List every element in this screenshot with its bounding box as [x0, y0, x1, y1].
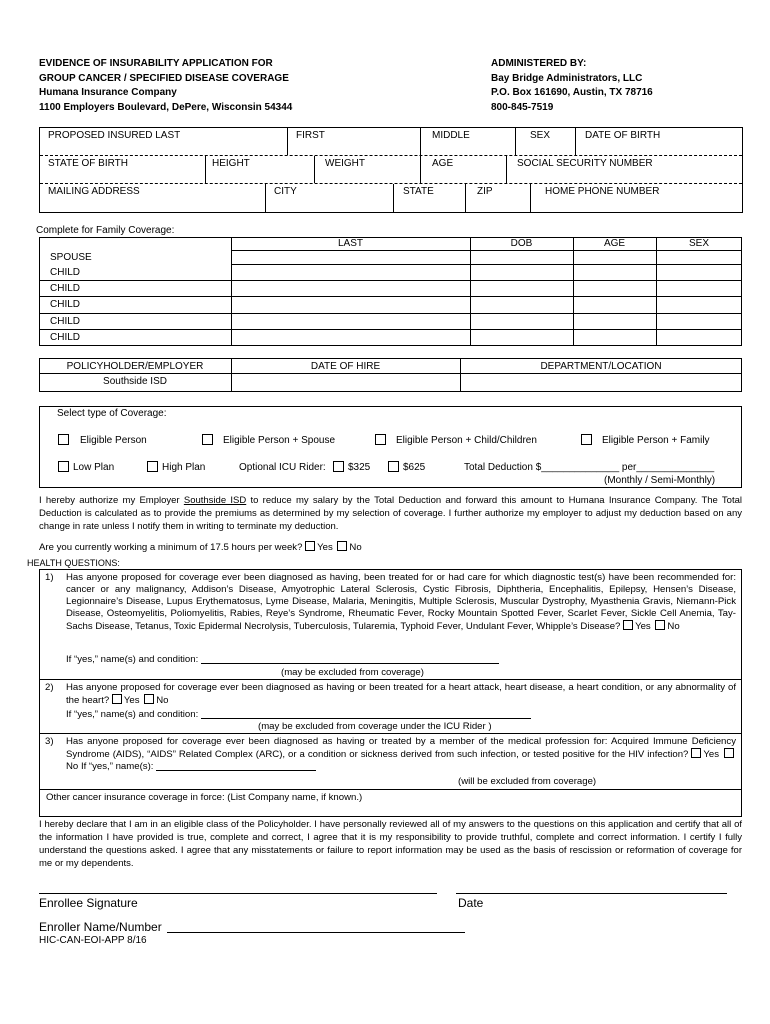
- enroller-name-line[interactable]: [167, 932, 465, 933]
- question-3: [66, 736, 736, 773]
- state-of-birth-field[interactable]: STATE OF BIRTH: [48, 158, 129, 169]
- row-label-child: CHILD: [50, 299, 81, 310]
- icu-325-label: $325: [348, 462, 371, 473]
- deduction-frequency-note: (Monthly / Semi-Monthly): [604, 475, 716, 486]
- policyholder-value: Southside ISD: [103, 376, 167, 387]
- divider: [420, 128, 421, 155]
- height-field[interactable]: HEIGHT: [212, 158, 250, 169]
- divider: [40, 733, 741, 734]
- authorization-employer: Southside ISD: [183, 495, 247, 506]
- eligible-person-spouse-checkbox[interactable]: [202, 434, 213, 445]
- question-3-text: Has anyone proposed for coverage ever been diagnosed as having or treated by a member of the medical profession for: Acquired Immune Deficiency Syndrome (AIDS), “AIDS” Related Complex (ARC), or a condition or sickness derived from such infection, or tested positive for the HIV infection?: [66, 736, 736, 760]
- date-line[interactable]: [456, 893, 727, 894]
- question-2-number: 2): [45, 682, 54, 693]
- divider: [575, 128, 576, 155]
- state-field[interactable]: STATE: [403, 186, 434, 197]
- policyholder-header: POLICYHOLDER/EMPLOYER: [66, 361, 204, 372]
- question-1-text: Has anyone proposed for coverage ever been diagnosed as having, been treated for or had care for which diagnostic test(s) have been recommended for: cancer or any malignancy, Addison’s Disease, Amyotrophic Lateral Sclerosis, Cystic Fibrosis, Diphtheria, Encephalitis, Epilepsy, Hensen’s Disease, Legionnaire’s Disease, Lupus Erythematosus, Lyme Disease, Malaria, Meningitis, Multiple Sclerosis, Muscular Dystrophy, Myasthenia Gravis, Niemann-Pick Disease, Osteomyelitis, Poliomyelitis, Rabies, Reye’s Syndrome, Rheumatic Fever, Rocky Mountain Spotted Fever, Scarlet Fever, Sickle Cell Anemia, Tay-Sachs Disease, Tetanus, Toxic Epidermal Necrolysis, Tuberculosis, Tularemia, Typhoid Fever, Undulant Fever, Whipple’s Disease?: [66, 572, 736, 632]
- q1-no-checkbox[interactable]: [655, 620, 665, 630]
- hours-no-checkbox[interactable]: [337, 541, 347, 551]
- row-label-child: CHILD: [50, 267, 81, 278]
- divider: [287, 128, 288, 155]
- total-deduction-field[interactable]: Total Deduction $______________ per______________: [464, 462, 715, 473]
- hours-yes-checkbox[interactable]: [305, 541, 315, 551]
- row-label-child: CHILD: [50, 283, 81, 294]
- no-label: No: [667, 621, 680, 632]
- divider: [314, 156, 315, 183]
- q2-note: (may be excluded from coverage under the ICU Rider ): [258, 721, 492, 732]
- administered-by-label: ADMINISTERED BY:: [491, 58, 587, 69]
- enroller-name-label: Enroller Name/Number: [39, 920, 162, 934]
- question-1: [66, 572, 736, 633]
- question-3-number: 3): [45, 736, 54, 747]
- yes-label: Yes: [703, 749, 720, 760]
- divider: [40, 329, 741, 330]
- question-2-text: Has anyone proposed for coverage ever been diagnosed as having or been treated for a heart attack, heart disease, a heart condition, or any abnormality of the heart?: [66, 682, 736, 706]
- authorization-text: I hereby authorize my Employer: [39, 495, 184, 506]
- company-name: Humana Insurance Company: [39, 87, 177, 98]
- q1-if-yes-label: If “yes,” name(s) and condition:: [66, 654, 199, 665]
- divider: [205, 156, 206, 183]
- divider: [40, 183, 742, 184]
- divider: [393, 184, 394, 212]
- high-plan-label: High Plan: [162, 462, 206, 473]
- city-field[interactable]: CITY: [274, 186, 297, 197]
- form-title-block: [39, 57, 292, 115]
- eligible-person-family-label: Eligible Person + Family: [602, 435, 710, 446]
- icu-625-checkbox[interactable]: [388, 461, 399, 472]
- age-field[interactable]: AGE: [432, 158, 454, 169]
- high-plan-checkbox[interactable]: [147, 461, 158, 472]
- q2-name-condition-input[interactable]: [201, 709, 531, 719]
- administrator-address: P.O. Box 161690, Austin, TX 78716: [491, 87, 653, 98]
- column-header-age: AGE: [603, 238, 626, 249]
- column-header-dob: DOB: [510, 238, 533, 249]
- divider: [515, 128, 516, 155]
- last-name-field[interactable]: PROPOSED INSURED LAST: [48, 130, 181, 141]
- authorization-text: to reduce my salary by the Total Deduction and forward this amount to Humana Insurance Company. The Total Deduction is calculated as to provide the premiums as determined by my selection of coverage. I further authorize my employer to adjust my deduction based on any change in rate unless I notify them in writing to terminate my deduction.: [39, 495, 742, 532]
- hours-question: [39, 541, 362, 553]
- family-coverage-title: Complete for Family Coverage:: [36, 225, 175, 236]
- q3-note: (will be excluded from coverage): [458, 776, 597, 787]
- form-code: HIC-CAN-EOI-APP 8/16: [39, 935, 147, 946]
- divider: [40, 373, 741, 374]
- form-title-line: EVIDENCE OF INSURABILITY APPLICATION FOR: [39, 58, 273, 69]
- date-of-birth-field[interactable]: DATE OF BIRTH: [585, 130, 661, 141]
- administrator-phone: 800-845-7519: [491, 101, 554, 113]
- eligible-person-label: Eligible Person: [80, 435, 147, 446]
- row-label-child: CHILD: [50, 316, 81, 327]
- no-label: No: [66, 761, 79, 772]
- q2-if-yes-label: If “yes,” name(s) and condition:: [66, 709, 199, 720]
- divider: [40, 155, 742, 156]
- q3-if-yes-label: If “yes,” name(s):: [80, 761, 154, 772]
- q2-no-checkbox[interactable]: [144, 694, 154, 704]
- yes-label: Yes: [123, 695, 140, 706]
- yes-label: Yes: [635, 621, 651, 632]
- no-label: No: [349, 542, 362, 553]
- q3-no-checkbox[interactable]: [724, 748, 734, 758]
- declaration-text: I hereby declare that I am in an eligible class of the Policyholder. I have personally reviewed all of my answers to the questions on this application and certify that all of the information I have provided is true, complete and correct, I agree that it is my responsibility to provide truthful, complete and correct information. I certify I fully understand the questions asked. I agree that any misstatements or failure to report information may be used as the basis of rescission or reformation of coverage for me or my dependents.: [39, 819, 742, 869]
- divider: [40, 789, 741, 790]
- divider: [231, 264, 741, 265]
- column-header-sex: SEX: [688, 238, 709, 249]
- sex-field[interactable]: SEX: [530, 130, 551, 141]
- first-name-field[interactable]: FIRST: [296, 130, 325, 141]
- divider: [465, 184, 466, 212]
- hours-question-text: Are you currently working a minimum of 17.5 hours per week?: [39, 542, 303, 553]
- low-plan-checkbox[interactable]: [58, 461, 69, 472]
- zip-field[interactable]: ZIP: [477, 186, 493, 197]
- divider: [530, 184, 531, 212]
- divider: [420, 156, 421, 183]
- row-label-child: CHILD: [50, 332, 81, 343]
- low-plan-label: Low Plan: [73, 462, 115, 473]
- column-header-last: LAST: [337, 238, 363, 249]
- date-label: Date: [458, 896, 484, 910]
- enrollee-signature-line[interactable]: [39, 893, 437, 894]
- q3-names-input[interactable]: [156, 761, 316, 771]
- no-label: No: [156, 695, 169, 706]
- declaration-paragraph: [39, 818, 742, 870]
- company-address: 1100 Employers Boulevard, DePere, Wisconsin 54344: [39, 101, 293, 113]
- icu-325-checkbox[interactable]: [333, 461, 344, 472]
- row-label-spouse: SPOUSE: [50, 252, 92, 263]
- eligible-person-family-checkbox[interactable]: [581, 434, 592, 445]
- divider: [40, 679, 741, 680]
- divider: [506, 156, 507, 183]
- administrator-name: Bay Bridge Administrators, LLC: [491, 72, 643, 84]
- divider: [40, 296, 741, 297]
- q1-note: (may be excluded from coverage): [281, 667, 424, 678]
- home-phone-field[interactable]: HOME PHONE NUMBER: [545, 186, 660, 197]
- eligible-person-checkbox[interactable]: [58, 434, 69, 445]
- coverage-title: Select type of Coverage:: [57, 408, 167, 419]
- icu-625-label: $625: [403, 462, 426, 473]
- divider: [40, 313, 741, 314]
- authorization-paragraph: [39, 494, 742, 533]
- date-of-hire-header: DATE OF HIRE: [310, 361, 381, 372]
- icu-rider-label: Optional ICU Rider:: [239, 462, 326, 473]
- enrollee-signature-label: Enrollee Signature: [39, 896, 138, 910]
- ssn-field[interactable]: SOCIAL SECURITY NUMBER: [517, 158, 653, 169]
- eligible-person-spouse-label: Eligible Person + Spouse: [223, 435, 336, 446]
- divider: [231, 250, 741, 251]
- weight-field[interactable]: WEIGHT: [325, 158, 365, 169]
- mailing-address-field[interactable]: MAILING ADDRESS: [48, 186, 140, 197]
- q3-yes-checkbox[interactable]: [691, 748, 701, 758]
- eligible-person-children-label: Eligible Person + Child/Children: [396, 435, 537, 446]
- administrator-block: [491, 57, 653, 115]
- question-1-number: 1): [45, 572, 54, 583]
- eligible-person-children-checkbox[interactable]: [375, 434, 386, 445]
- middle-name-field[interactable]: MIDDLE: [432, 130, 470, 141]
- q2-name-condition: [66, 709, 531, 721]
- other-coverage-label: Other cancer insurance coverage in force: (List Company name, if known.): [46, 792, 363, 803]
- divider: [265, 184, 266, 212]
- divider: [40, 280, 741, 281]
- yes-label: Yes: [317, 542, 333, 553]
- q1-name-condition-input[interactable]: [201, 654, 499, 664]
- health-questions-title: HEALTH QUESTIONS:: [27, 558, 120, 568]
- q1-yes-checkbox[interactable]: [623, 620, 633, 630]
- department-header: DEPARTMENT/LOCATION: [540, 361, 662, 372]
- form-title-line: GROUP CANCER / SPECIFIED DISEASE COVERAGE: [39, 72, 289, 84]
- q1-name-condition: [66, 654, 499, 666]
- question-2: [66, 682, 736, 707]
- q2-yes-checkbox[interactable]: [112, 694, 122, 704]
